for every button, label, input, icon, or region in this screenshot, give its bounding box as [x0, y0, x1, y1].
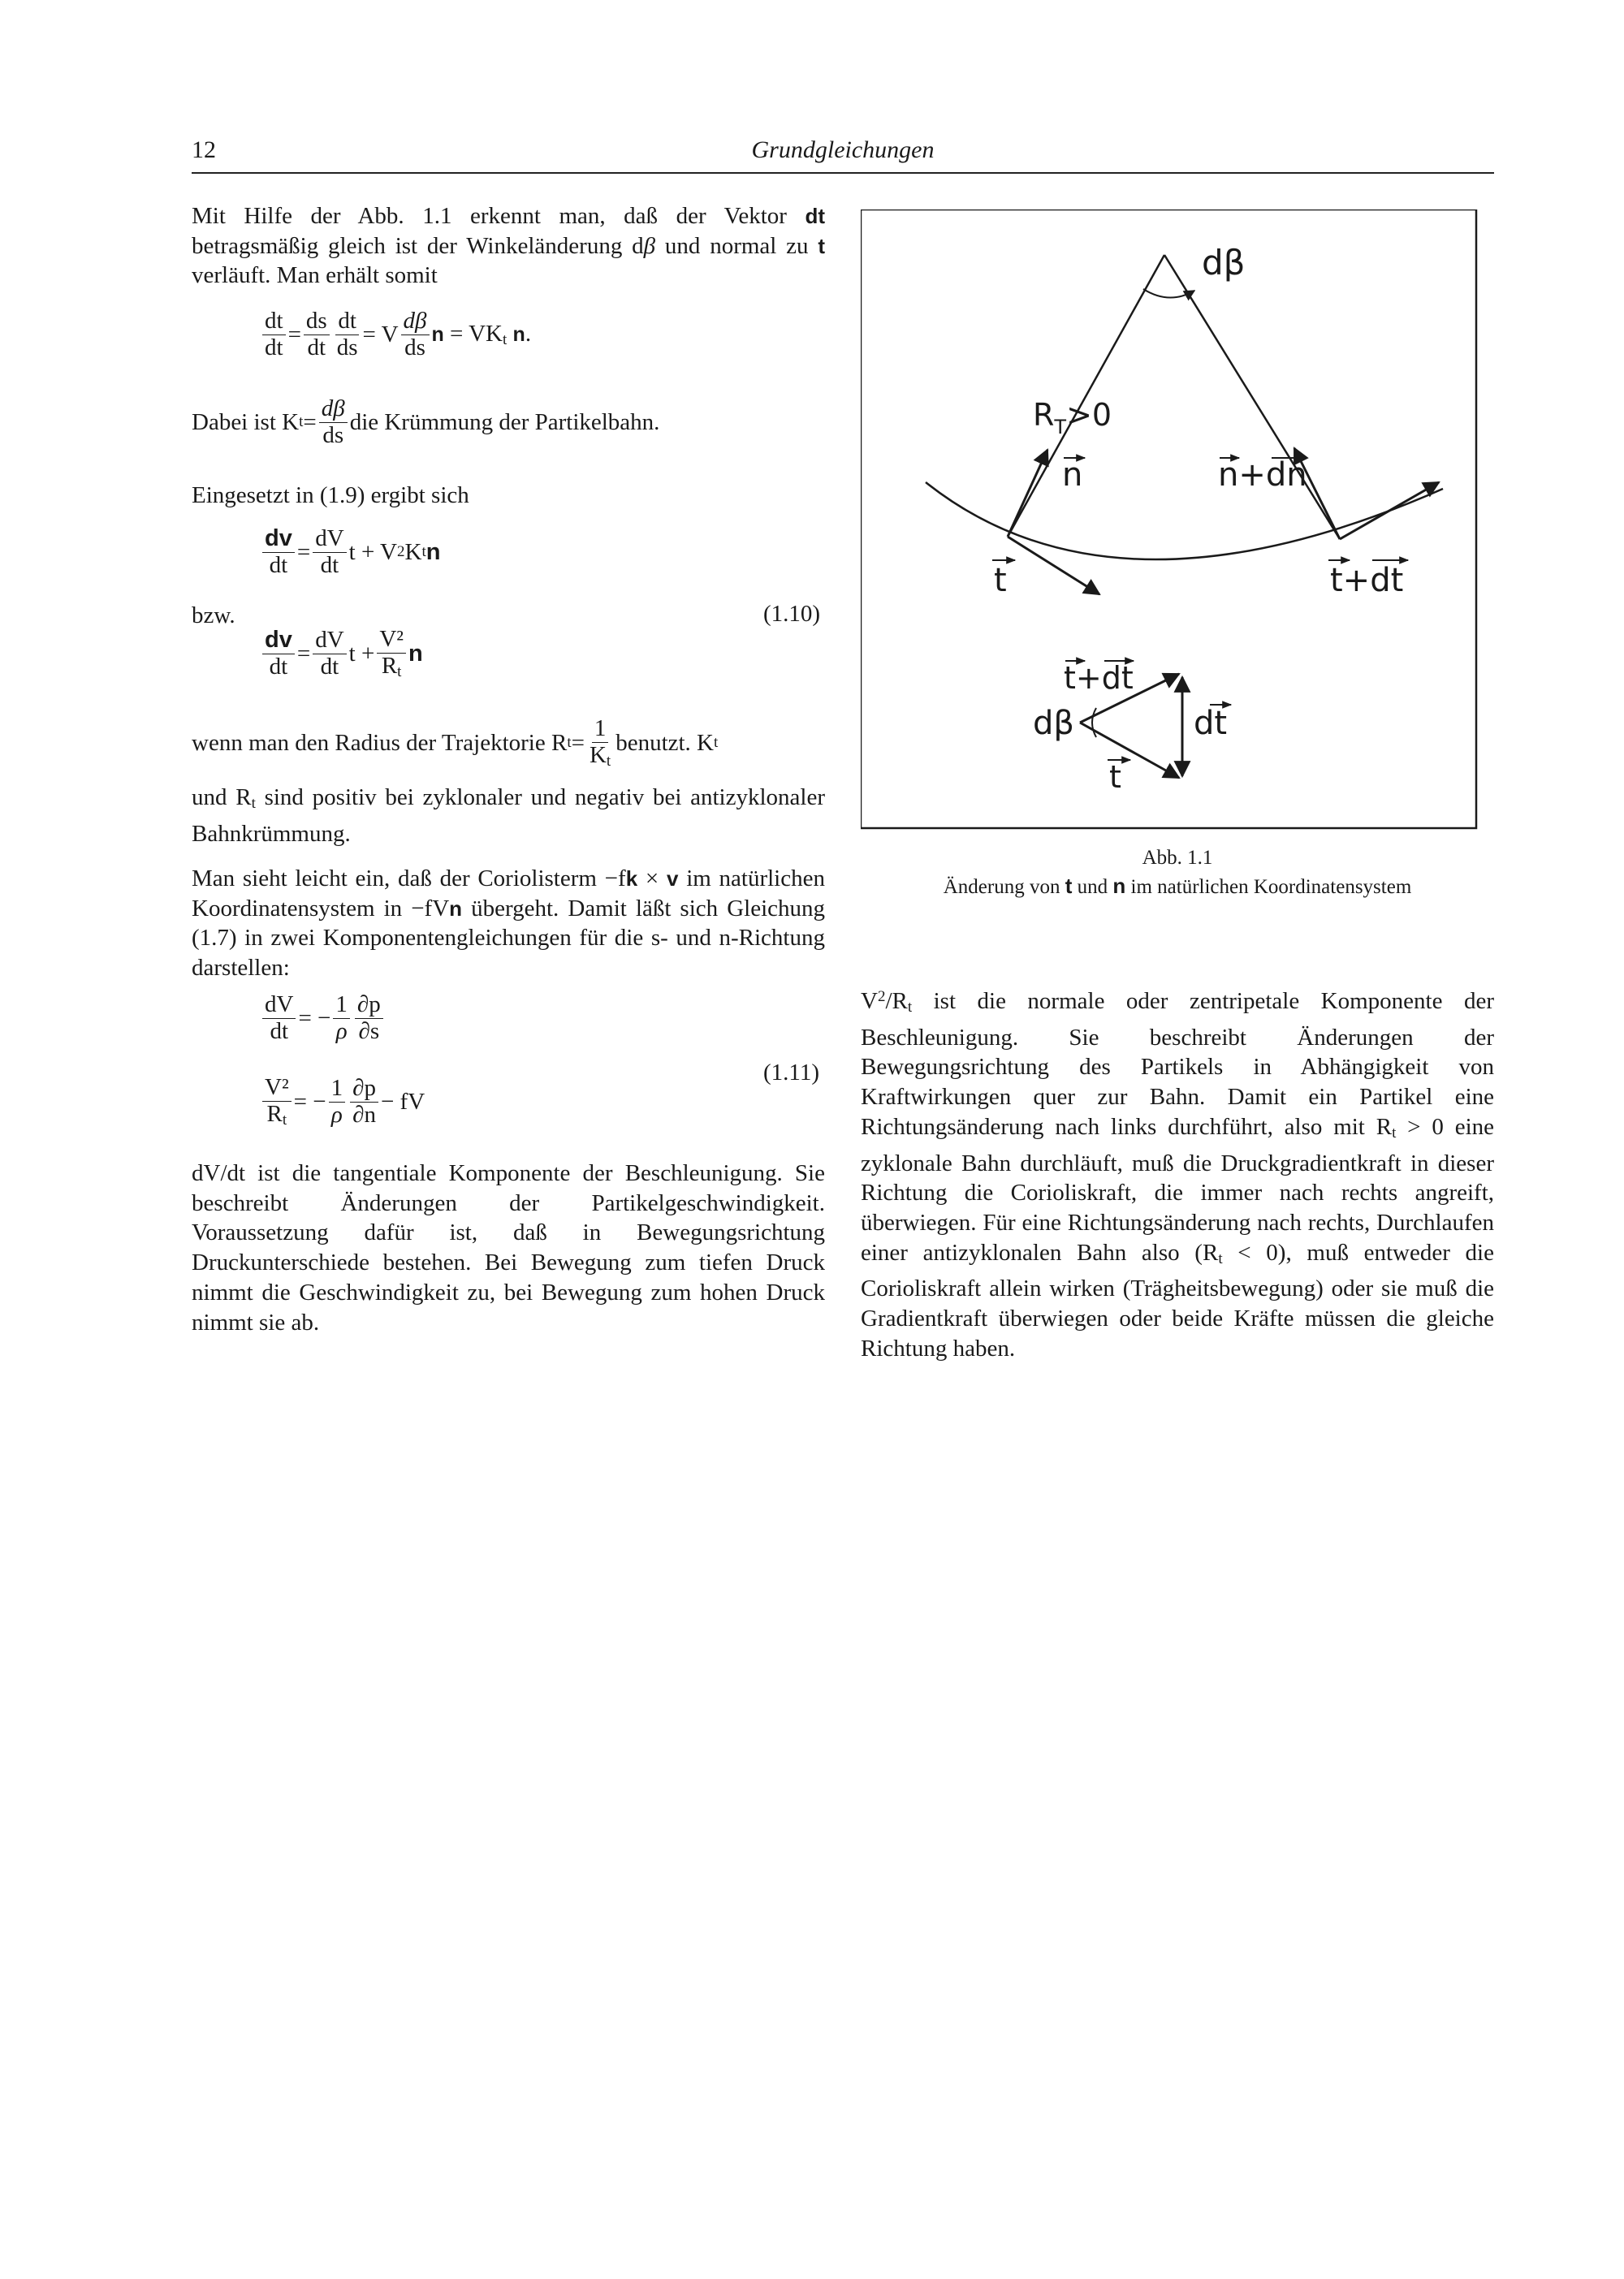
equation-number-110: (1.10)	[763, 601, 821, 627]
chapter-title: Grundgleichungen	[751, 136, 935, 163]
text-run: n	[449, 896, 463, 921]
paragraph-coriolis	[192, 864, 825, 983]
fraction: $\frac{dv}{dt}$	[262, 526, 295, 579]
fraction: $\frac{\partial p}{\partial s}$	[355, 992, 383, 1045]
text-bzw: bzw.	[192, 602, 235, 628]
text-run: t	[818, 233, 825, 258]
text-run: n	[1112, 874, 1126, 898]
text-run: Änderung von	[943, 876, 1065, 898]
text-run: betragsmäßig gleich ist der Winkeländerung d	[192, 232, 644, 259]
text-run: t	[251, 795, 256, 812]
fraction: $\frac{d\beta}{ds}$	[401, 309, 430, 361]
label-rt: $R_T>0$	[1033, 397, 1112, 438]
equation-111a: $\frac{dV}{dt}$ = − $\frac{1}{\rho}$ $\frac{\partial p}{\partial s}$	[260, 992, 386, 1045]
text-run: verläuft. Man erhält somit	[192, 262, 438, 289]
label-triangle-dt: dt	[1194, 705, 1228, 742]
label-n-dn: n+dn	[1218, 456, 1307, 494]
text-run: ist die normale oder zentripetale Komponente der Beschleunigung. Sie beschreibt Änderungen der Bewegungsrichtung des Partikels in Abhängigkeit von Kraftwirkungen quer zur Bahn. Damit ein Partikel eine Richtungsänderung nach links durchführt, also mit R	[861, 988, 1494, 1140]
text-run: v	[666, 866, 679, 891]
text-run: t	[1065, 874, 1073, 898]
fraction: $\frac{1}{\rho}$	[329, 1076, 346, 1129]
paragraph-tangential: dV/dt ist die tangentiale Komponente der Beschleunigung. Sie beschreibt Änderungen der Partikelgeschwindigkeit. Voraussetzung dafür ist, daß in Bewegungsrichtung Druckunterschiede bestehen. Bei Bewegung zum tiefen Druck nimmt die Geschwindigkeit zu, bei Bewegung zum hohen Druck nimmt sie ab.	[192, 1160, 825, 1336]
text-run: im natürlichen Koordinatensystem in −fV	[192, 865, 825, 922]
figure-frame	[861, 209, 1476, 828]
text-run: ×	[637, 865, 667, 891]
curvature-definition: Dabei ist K t = $\frac{d\beta}{ds}$ die Krümmung der Partikelbahn.	[192, 395, 660, 448]
text-run: 2	[877, 988, 886, 1005]
fraction: $\frac{dv}{dt}$	[262, 628, 295, 680]
text-run: übergeht. Damit läßt sich Gleichung (1.7) in zwei Komponentengleichungen für die s- und n-Richtung darstellen:	[192, 895, 826, 982]
angle-arc-triangle	[1092, 708, 1096, 737]
text-run: t	[907, 999, 913, 1016]
triangle-t	[1080, 723, 1179, 778]
radius-left	[1008, 255, 1164, 537]
text-run: und R	[192, 784, 252, 810]
text-run: Man sieht leicht ein, daß der Coriolisterm −f	[192, 865, 626, 891]
paragraph-sign	[192, 783, 825, 848]
equation-110b: $\frac{dv}{dt}$ = $\frac{dV}{dt}$ t + $\frac{\text{V²}}{R_t}$ n	[260, 627, 423, 681]
radius-definition: wenn man den Radius der Trajektorie R t = $\frac{1}{K_t}$ benutzt. K t	[192, 715, 719, 770]
fraction: $\frac{ds}{dt}$	[304, 309, 330, 361]
text-run: V	[861, 988, 878, 1014]
figure-caption	[861, 844, 1494, 901]
fraction: $\frac{dV}{dt}$	[313, 628, 346, 680]
fraction: $\frac{dt}{dt}$	[262, 309, 286, 361]
text-run: t	[1218, 1250, 1223, 1267]
equation-111b: $\frac{\text{V²}}{R_t}$ = − $\frac{1}{\rho}$ $\frac{\partial p}{\partial n}$ − fV	[260, 1075, 425, 1129]
vector-t	[1008, 537, 1099, 594]
label-triangle-dbeta: dβ	[1033, 705, 1074, 742]
text-run: /R	[885, 988, 908, 1014]
figure-natural-coordinates	[861, 209, 1494, 830]
fraction: $\frac{dV}{dt}$	[262, 992, 296, 1045]
label-triangle-t-dt: t+dt	[1064, 660, 1134, 696]
fraction: $\frac{\text{V²}}{R_t}$	[377, 627, 406, 681]
running-header	[192, 136, 1494, 174]
equation-110a: $\frac{dv}{dt}$ = $\frac{dV}{dt}$ t + V 2 K t n	[260, 526, 440, 579]
paragraph-intro	[192, 201, 825, 291]
fraction: $\frac{d\beta}{ds}$	[319, 396, 348, 449]
text-run: dt	[805, 204, 825, 228]
label-t-dt: t+dt	[1330, 562, 1404, 599]
caption-text	[861, 872, 1494, 901]
text-run: k	[625, 866, 638, 891]
text-run: im natürlichen Koordinatensystem	[1125, 876, 1412, 898]
equation-number-111: (1.11)	[763, 1060, 819, 1086]
paragraph-centripetal	[861, 982, 1494, 1363]
label-triangle-t: t	[1109, 759, 1121, 795]
eq1-tail: $n = VK_t$ n.	[431, 320, 532, 348]
fraction: $\frac{1}{K_t}$	[589, 715, 611, 770]
text-run: β	[643, 232, 656, 259]
label-n: n	[1062, 456, 1083, 494]
label-t: t	[994, 562, 1007, 599]
trajectory-arc	[926, 482, 1443, 559]
page-number: 12	[192, 136, 216, 163]
fraction: $\frac{dV}{dt}$	[313, 526, 346, 579]
fraction: $\frac{\partial p}{\partial n}$	[350, 1076, 378, 1129]
fraction: $\frac{dt}{ds}$	[336, 308, 358, 360]
text-run: und	[1072, 876, 1113, 898]
text-run: sind positiv bei zyklonaler und negativ bei antizyklonaler Bahnkrümmung.	[192, 784, 825, 847]
label-dbeta-top: dβ	[1202, 243, 1246, 283]
text-eingesetzt: Eingesetzt in (1.9) ergibt sich	[192, 482, 469, 508]
equation-dt: $\frac{dt}{dt}$ = $\frac{ds}{dt}$ $\frac{dt}{ds}$ = V $\frac{d\beta}{ds}$ $n = VK_t$ n.	[260, 309, 531, 361]
vector-n	[1008, 450, 1047, 537]
text-run: > 0 eine zyklonale Bahn durchläuft, muß die Druckgradientkraft in dieser Richtung die Corioliskraft, die immer nach rechts angreift, überwiegen. Für eine Richtungsänderung nach rechts, Durchlaufen einer antizyklonalen Bahn also (R	[861, 1113, 1495, 1266]
vector-t-dt	[1340, 482, 1439, 539]
text-run: t	[1392, 1124, 1397, 1142]
text-run: und normal zu	[655, 232, 818, 259]
fraction: $\frac{\text{V²}}{R_t}$	[262, 1075, 292, 1129]
radius-right	[1164, 255, 1340, 539]
text-run: Mit Hilfe der Abb. 1.1 erkennt man, daß der Vektor	[192, 203, 806, 229]
caption-title: Abb. 1.1	[1142, 847, 1213, 869]
fraction: $\frac{1}{\rho}$	[333, 992, 350, 1045]
text-run: < 0), muß entweder die Corioliskraft allein wirken (Trägheitsbewegung) oder sie muß die Gradientkraft überwiegen oder beide Kräfte müssen die gleiche Richtung haben.	[861, 1239, 1494, 1362]
